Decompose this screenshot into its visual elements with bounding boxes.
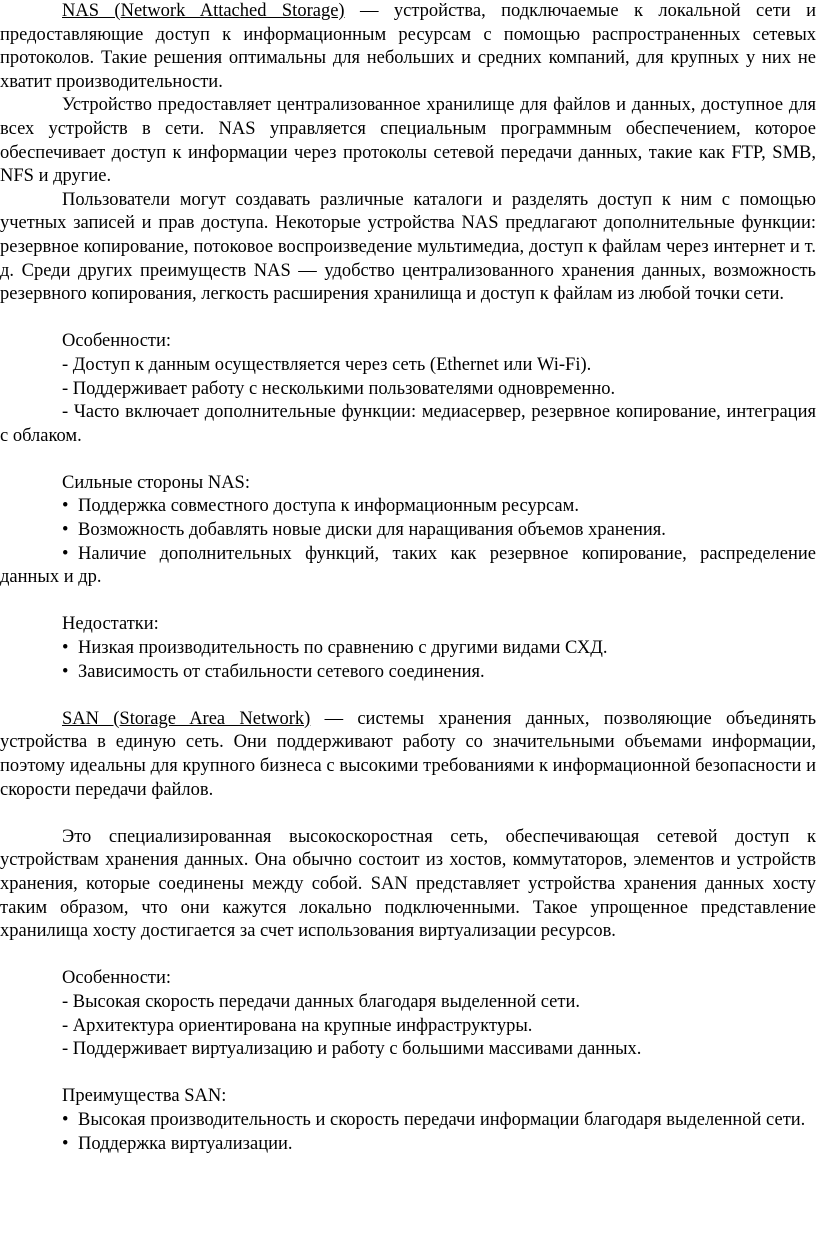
nas-strength-item xyxy=(0,543,816,590)
nas-weakness-text: Низкая производительность по сравнению с другими видами СХД. xyxy=(78,638,608,659)
san-intro-paragraph xyxy=(0,708,816,802)
bullet-icon: • xyxy=(62,1133,69,1154)
nas-weakness-text: Зависимость от стабильности сетевого соединения. xyxy=(78,661,485,682)
nas-strength-text: Возможность добавлять новые диски для наращивания объемов хранения. xyxy=(78,520,666,541)
san-advantage-item xyxy=(0,1109,816,1133)
spacer xyxy=(0,1062,816,1086)
san-advantages-heading: Преимущества SAN: xyxy=(62,1086,227,1107)
san-advantage-item xyxy=(0,1133,816,1157)
spacer xyxy=(0,448,816,472)
nas-weakness-item xyxy=(0,637,816,661)
nas-strength-item xyxy=(0,519,816,543)
nas-strength-item xyxy=(0,495,816,519)
nas-intro-text: — устройства, подключаемые к локальной сети и предоставляющие доступ к информационным ресурсам с помощью распространенных сетевых протоколов. Такие решения оптимальны для небольших и средних компаний, для крупных у них не хватит производительности. xyxy=(0,1,816,92)
nas-feature-item: - Доступ к данным осуществляется через сеть (Ethernet или Wi-Fi). xyxy=(62,354,592,375)
san-intro-text: — системы хранения данных, позволяющие объединять устройства в единую сеть. Они поддерживают работу со значительными объемами информации, поэтому идеальны для крупного бизнеса с высокими требованиями к информационной безопасности и скорости передачи файлов. xyxy=(0,708,816,800)
san-features-heading: Особенности: xyxy=(62,968,172,989)
nas-features-heading: Особенности: xyxy=(62,331,172,352)
bullet-icon: • xyxy=(62,661,69,682)
nas-strength-text: Поддержка совместного доступа к информационным ресурсам. xyxy=(78,496,579,517)
nas-term: NAS (Network Attached Storage) xyxy=(62,1,345,21)
san-feature-item: - Архитектура ориентирована на крупные инфраструктуры. xyxy=(62,1015,533,1036)
bullet-icon: • xyxy=(62,520,69,541)
san-feature-item: - Высокая скорость передачи данных благодаря выделенной сети. xyxy=(62,991,580,1012)
nas-feature-item: - Часто включает дополнительные функции: медиасервер, резервное копирование, интеграция с облаком. xyxy=(0,402,816,446)
nas-paragraph-3: Пользователи могут создавать различные каталоги и разделять доступ к ним с помощью учетных записей и прав доступа. Некоторые устройства NAS предлагают дополнительные функции: резервное копирование, потоковое воспроизведение мультимедиа, доступ к файлам через интернет и т. д. Среди других преимуществ NAS — удобство централизованного хранения данных, возможность резервного копирования, легкость расширения хранилища и доступ к файлам из любой точки сети. xyxy=(0,189,816,305)
san-feature-item: - Поддерживает виртуализацию и работу с большими массивами данных. xyxy=(62,1039,642,1060)
spacer xyxy=(0,684,816,708)
san-advantage-text: Высокая производительность и скорость передачи информации благодаря выделенной сети. xyxy=(78,1109,806,1130)
nas-strength-text: Наличие дополнительных функций, таких как резервное копирование, распределение данных и др. xyxy=(0,543,816,588)
bullet-icon: • xyxy=(62,543,69,564)
bullet-icon: • xyxy=(62,496,69,517)
nas-intro-paragraph xyxy=(0,0,816,94)
spacer xyxy=(0,307,816,331)
nas-weaknesses-heading: Недостатки: xyxy=(62,614,159,635)
spacer xyxy=(0,802,816,826)
nas-paragraph-2: Устройство предоставляет централизованное хранилище для файлов и данных, доступное для всех устройств в сети. NAS управляется специальным программным обеспечением, которое обеспечивает доступ к информации через протоколы сетевой передачи данных, такие как FTP, SMB, NFS и другие. xyxy=(0,95,816,187)
san-paragraph-2: Это специализированная высокоскоростная сеть, обеспечивающая сетевой доступ к устройствам хранения данных. Она обычно состоит из хостов, коммутаторов, элементов и устройств хранения, которые соединены между собой. SAN представляет устройства хранения данных хосту таким образом, что они кажутся локально подключенными. Такое упрощенное представление хранилища хосту достигается за счет использования виртуализации ресурсов. xyxy=(0,826,816,942)
bullet-icon: • xyxy=(62,1109,69,1130)
nas-strengths-heading: Сильные стороны NAS: xyxy=(62,472,250,493)
nas-weakness-item xyxy=(0,661,816,685)
spacer xyxy=(0,944,816,968)
nas-feature-item: - Поддерживает работу с несколькими пользователями одновременно. xyxy=(62,378,616,399)
san-advantage-text: Поддержка виртуализации. xyxy=(78,1133,293,1154)
spacer xyxy=(0,590,816,614)
san-term: SAN (Storage Area Network) xyxy=(62,708,311,729)
bullet-icon: • xyxy=(62,638,69,659)
